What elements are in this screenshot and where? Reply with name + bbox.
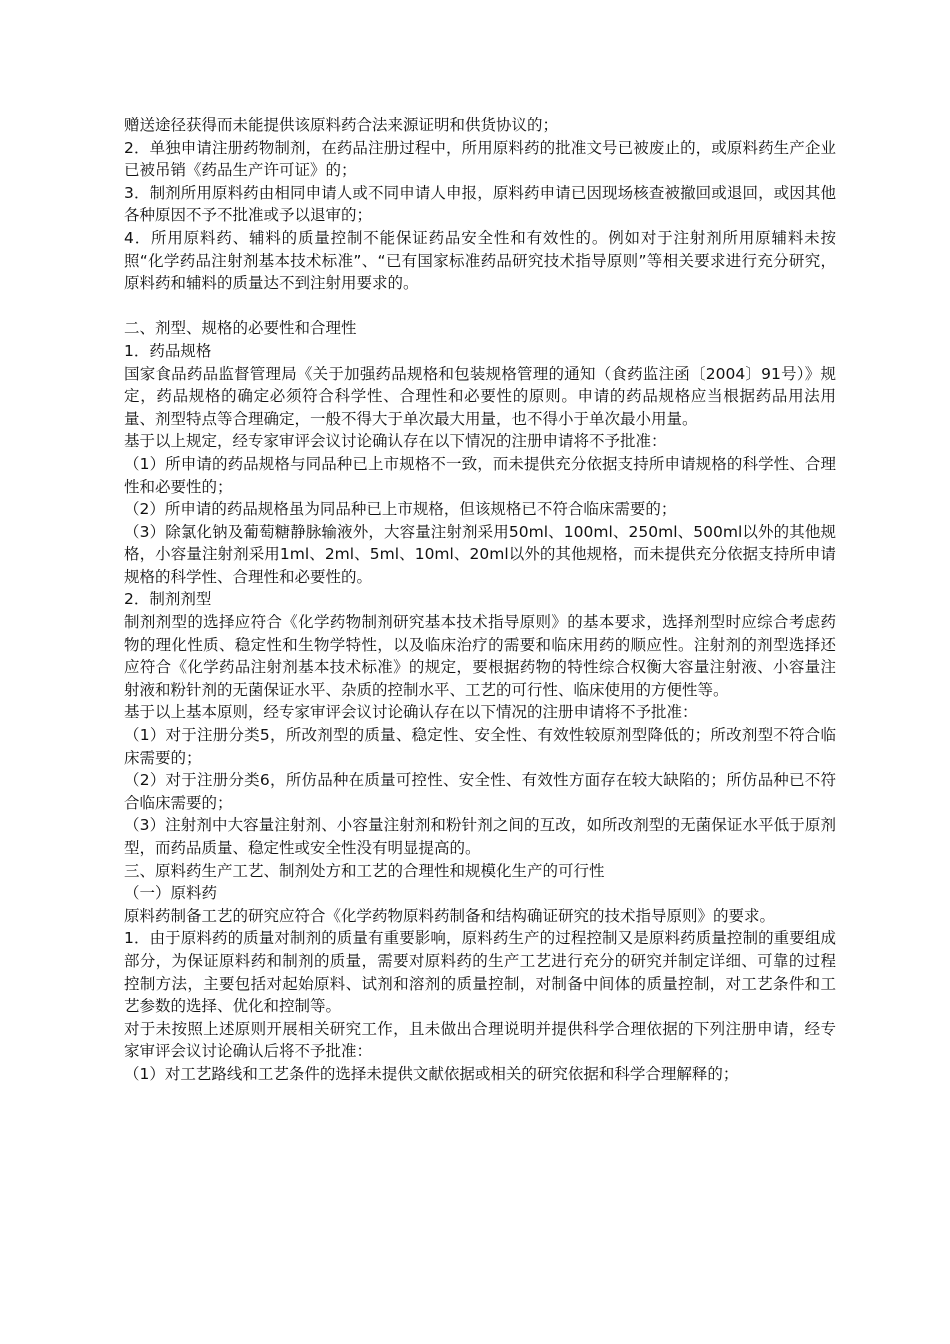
paragraph-spec-case-2: （2）所申请的药品规格虽为同品种已上市规格，但该规格已不符合临床需要的； (124, 500, 677, 519)
paragraph-dosage-form-rule: 制剂剂型的选择应符合《化学药物制剂研究基本技术指导原则》的基本要求，选择剂型时应综合考虑药物的理化性质、稳定性和生物学特性，以及临床治疗的需要和临床用药的顺应性。注射剂的剂型选择还应符合《化学药品注射剂基本技术标准》的规定，要根据药物的特性综合权衡大容量注射液、小容量注射液和粉针剂的无菌保证水平、杂质的控制水平、工艺的可行性、临床使用的方便性等。 (124, 613, 836, 699)
paragraph-form-case-2: （2）对于注册分类6，所仿品种在质量可控性、安全性、有效性方面存在较大缺陷的；所仿品种已不符合临床需要的； (124, 771, 836, 812)
paragraph-spec-case-3: （3）除氯化钠及葡萄糖静脉输液外，大容量注射剂采用50ml、100ml、250ml、500ml以外的其他规格，小容量注射剂采用1ml、2ml、5ml、10ml、20ml以外的其他规格，而未提供充分依据支持所申请规格的科学性、合理性和必要性的。 (124, 522, 836, 586)
paragraph-item-2: 2．单独申请注册药物制剂，在药品注册过程中，所用原料药的批准文号已被废止的，或原料药生产企业已被吊销《药品生产许可证》的； (124, 138, 836, 180)
paragraph-item-4: 4．所用原料药、辅料的质量控制不能保证药品安全性和有效性的。例如对于注射剂所用原辅料未按照“化学药品注射剂基本技术标准”、“已有国家标准药品研究技术指导原则”等相关要求进行充分研究，原料药和辅料的质量达不到注射用要求的。 (124, 228, 836, 293)
subheading-drug-specification: 1．药品规格 (124, 341, 212, 360)
subheading-api: （一）原料药 (124, 884, 218, 903)
paragraph-specification-rule: 国家食品药品监督管理局《关于加强药品规格和包装规格管理的通知（食药监注函〔2004〕91号）》规定，药品规格的确定必须符合科学性、合理性和必要性的原则。申请的药品规格应当根据药品用法用量、剂型特点等合理确定，一般不得大于单次最大用量，也不得小于单次最小用量。 (124, 364, 836, 428)
paragraph-rejection-intro-2: 基于以上基本原则，经专家审评会议讨论确认存在以下情况的注册申请将不予批准： (124, 703, 698, 722)
paragraph-api-case-1: （1）对工艺路线和工艺条件的选择未提供文献依据或相关的研究依据和科学合理解释的； (124, 1064, 739, 1083)
blank-line (124, 295, 836, 318)
paragraph-form-case-3: （3）注射剂中大容量注射剂、小容量注射剂和粉针剂之间的互改，如所改剂型的无菌保证水平低于原剂型，而药品质量、稳定性或安全性没有明显提高的。 (124, 816, 836, 857)
paragraph-spec-case-1: （1）所申请的药品规格与同品种已上市规格不一致，而未提供充分依据支持所申请规格的科学性、合理性和必要性的； (124, 454, 836, 496)
section-heading-3: 三、原料药生产工艺、制剂处方和工艺的合理性和规模化生产的可行性 (124, 861, 605, 880)
paragraph-continuation: 赠送途径获得而未能提供该原料药合法来源证明和供货协议的； (124, 116, 559, 134)
paragraph-rejection-intro-3: 对于未按照上述原则开展相关研究工作，且未做出合理说明并提供科学合理依据的下列注册申请，经专家审评会议讨论确认后将不予批准： (124, 1019, 836, 1061)
section-heading-2: 二、剂型、规格的必要性和合理性 (124, 319, 357, 338)
document-page (124, 114, 836, 1086)
paragraph-item-3: 3．制剂所用原料药由相同申请人或不同申请人申报，原料药申请已因现场核查被撤回或退回，或因其他各种原因不予不批准或予以退审的； (124, 183, 836, 225)
paragraph-rejection-intro: 基于以上规定，经专家审评会议讨论确认存在以下情况的注册申请将不予批准： (124, 432, 667, 451)
subheading-dosage-form: 2．制剂剂型 (124, 590, 212, 609)
paragraph-api-rule: 原料药制备工艺的研究应符合《化学药物原料药制备和结构确证研究的技术指导原则》的要求。 (124, 906, 776, 925)
paragraph-api-item-1: 1．由于原料药的质量对制剂的质量有重要影响，原料药生产的过程控制又是原料药质量控制的重要组成部分，为保证原料药和制剂的质量，需要对原料药的生产工艺进行充分的研究并制定详细、可靠的过程控制方法，主要包括对起始原料、试剂和溶剂的质量控制，对制备中间体的质量控制，对工艺条件和工艺参数的选择、优化和控制等。 (124, 929, 836, 1016)
paragraph-form-case-1: （1）对于注册分类5，所改剂型的质量、稳定性、安全性、有效性较原剂型降低的；所改剂型不符合临床需要的； (124, 726, 836, 767)
